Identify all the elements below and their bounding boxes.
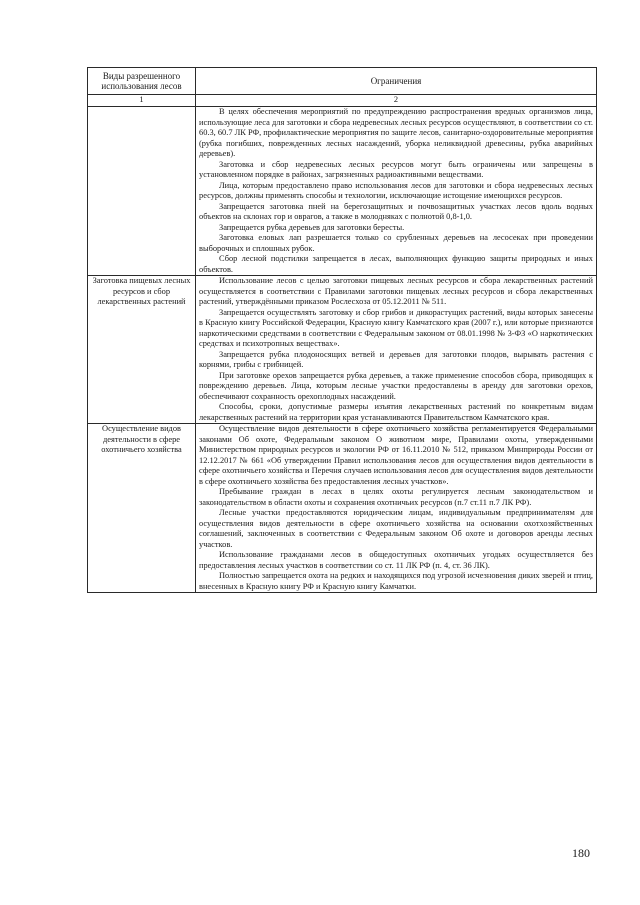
table-row [88,107,597,276]
restrictions-table [87,67,597,593]
restriction-paragraph: Запрещается заготовка пней на берегозащитных и почвозащитных участках лесов вдоль водных объектов на склонах гор и оврагов, а также в молодняках с полнотой 0,8-1,0. [199,201,593,221]
restriction-paragraph: Запрещается рубка деревьев для заготовки бересты. [219,222,405,232]
restriction-paragraph: Использование гражданами лесов в общедоступных охотничьих угодьях осуществляется без предоставления лесных участков в соответствии со ст. 11 ЛК РФ (п. 4, ст. 36 ЛК). [199,550,593,570]
column-number-row [88,95,597,107]
restrictions-cell [196,424,597,593]
restriction-paragraph: Лесные участки предоставляются юридическим лицам, индивидуальным предпринимателям для осуществления видов деятельности в сфере охотничьего хозяйства на основании охотхозяйственных соглашений, заключенных в соответствии с Федеральным законом Об охоте и договоров аренды лесных участков. [199,508,593,549]
restriction-paragraph: Способы, сроки, допустимые размеры изъятия лекарственных растений по конкретным видам лекарственных растений на территории края устанавливаются Правительством Камчатского края. [199,402,593,422]
restriction-paragraph: Заготовка еловых лап разрешается только со срубленных деревьев на лесосеках при проведении выборочных и сплошных рубок. [199,233,593,253]
restrictions-cell [196,276,597,424]
restriction-paragraph: Использование лесов с целью заготовки пищевых лесных ресурсов и сбора лекарственных растений осуществляется в соответствии с Правилами заготовки пищевых лесных ресурсов и сбора лекарственных растений, утверждёнными приказом Рослесхоза от 05.12.2011 № 511. [199,276,593,306]
page-number: 180 [572,846,590,860]
table-row [88,276,597,424]
restriction-paragraph: Запрещается осуществлять заготовку и сбор грибов и дикорастущих растений, виды которых занесены в Красную книгу Российской Федерации, Красную книгу Камчатского края (2007 г.), или которые признаются наркотическими средствами в соответствии с Федеральным законом от 08.01.1998 № 3-ФЗ «О наркотических средствах и психотропных веществах». [199,307,593,348]
header-col-restrictions: Ограничения [196,68,597,95]
restriction-paragraph: Осуществление видов деятельности в сфере охотничьего хозяйства регламентируется Федеральными законами Об охоте, Федеральным законом О животном мире, Правилами охоты, утвержденными Министерством природных ресурсов и экологии РФ от 16.11.2010 № 512, приказом Минприроды России от 12.12.2017 № 661 «Об утверждении Правил использования лесов для осуществления видов деятельности в сфере охотничьего хозяйства и Перечня случаев использования лесов для осуществления видов деятельности в сфере охотничьего хозяйства без предоставления лесных участков». [199,424,593,486]
column-number-1: 1 [88,95,196,107]
restriction-paragraph: Пребывание граждан в лесах в целях охоты регулируется лесным законодательством и законодательством в области охоты и сохранения охотничьих ресурсов (п.7 ст.11 п.7 ЛК РФ). [199,487,593,507]
restriction-paragraph: Сбор лесной подстилки запрещается в лесах, выполняющих функцию защиты природных и иных объектов. [199,254,593,274]
restrictions-cell [196,107,597,276]
restriction-paragraph: При заготовке орехов запрещается рубка деревьев, а также применение способов сбора, приводящих к повреждению деревьев. Лица, которым лесные участки предоставлены в аренду для заготовки орехов, обеспечивают сохранность орехоплодных насаждений. [199,370,593,401]
column-number-2: 2 [196,95,597,107]
usage-type-cell: Заготовка пищевых лесных ресурсов и сбор лекарственных растений [88,276,196,424]
usage-type-cell: Осуществление видов деятельности в сфере охотничьего хозяйства [88,424,196,593]
usage-type-cell [88,107,196,276]
table-header-row [88,68,597,95]
restriction-paragraph: В целях обеспечения мероприятий по предупреждению распространения вредных организмов лица, использующие леса для заготовки и сбора недревесных лесных ресурсов осуществляют, в соответствии со ст. 60.3, 60.7 ЛК РФ, профилактические мероприятия по защите лесов, санитарно-оздоровительные мероприятия (рубка погибших, поврежденных лесных насаждений, уборка неликвидной древесины, рубка аварийных деревьев). [199,107,593,158]
header-col-usage-types: Виды разрешенного использования лесов [88,68,196,95]
restriction-paragraph: Лица, которым предоставлено право использования лесов для заготовки и сбора недревесных лесных ресурсов, должны применять способы и технологии, исключающие истощение имеющихся ресурсов. [199,180,593,200]
restriction-paragraph: Заготовка и сбор недревесных лесных ресурсов могут быть ограничены или запрещены в установленном порядке в районах, загрязненных радиоактивными веществами. [199,159,593,179]
restriction-paragraph: Полностью запрещается охота на редких и находящихся под угрозой исчезновения диких зверей и птиц, внесенных в Красную книгу РФ и Красную книгу Камчатки. [199,571,593,591]
table-row [88,424,597,593]
restriction-paragraph: Запрещается рубка плодоносящих ветвей и деревьев для заготовки плодов, вырывать растения с корнями, грибы с грибницей. [199,349,593,369]
